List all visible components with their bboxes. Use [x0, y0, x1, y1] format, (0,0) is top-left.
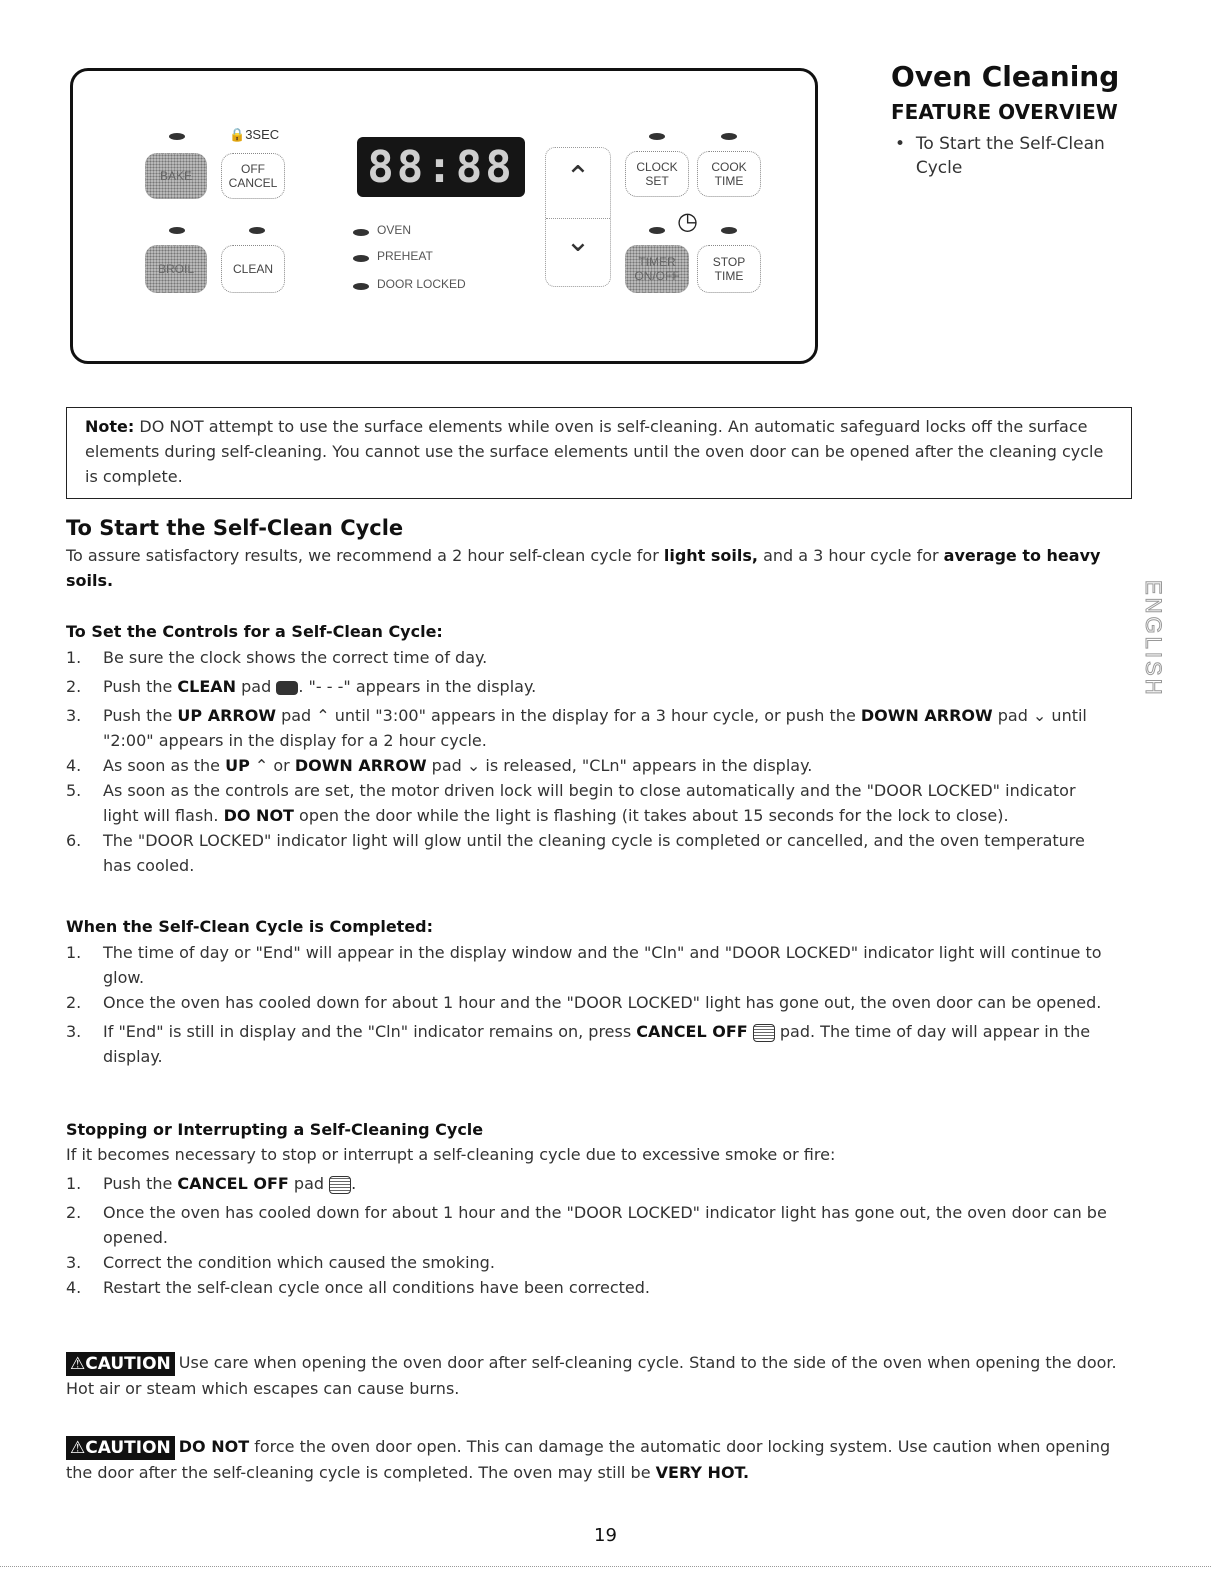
- cook-label: COOK: [711, 160, 747, 174]
- caution-bold: DO NOT: [178, 1437, 250, 1456]
- list-item: [66, 1275, 1116, 1300]
- step-bold: CANCEL OFF: [177, 1174, 289, 1193]
- step-number: 6.: [66, 831, 82, 850]
- step-number: 3.: [66, 1253, 82, 1272]
- clean-label: CLEAN: [232, 262, 273, 276]
- step-text: pad. The time of day will appear in the display.: [103, 1022, 1091, 1066]
- caution-2: [66, 1434, 1126, 1485]
- caution-text: Use care when opening the oven door after self-cleaning cycle. Stand to the side of the oven when opening the door. Hot air or steam which escapes can cause burns.: [66, 1353, 1117, 1398]
- step-text: pad ⌃ until "3:00" appears in the display for a 3 hour cycle, or push the: [275, 706, 861, 725]
- cook-time-label: TIME: [714, 174, 744, 188]
- led-indicator: [169, 133, 185, 140]
- page-number: 19: [594, 1525, 617, 1546]
- sec-label: 3SEC: [245, 127, 280, 142]
- led-indicator: [649, 133, 665, 140]
- step-bold: UP: [225, 756, 250, 775]
- step-number: 1.: [66, 1174, 82, 1193]
- overview-item-label: To Start the Self-Clean Cycle: [915, 134, 1105, 178]
- intro-text: To assure satisfactory results, we recommend a 2 hour self-clean cycle for: [66, 546, 664, 565]
- step-text: pad: [236, 677, 277, 696]
- subheading-stopping: Stopping or Interrupting a Self-Cleaning Cycle: [66, 1120, 484, 1139]
- list-item: [66, 1200, 1116, 1250]
- feature-overview-heading: FEATURE OVERVIEW: [891, 100, 1118, 124]
- step-number: 2.: [66, 1203, 82, 1222]
- timer-label: TIMER: [638, 255, 676, 269]
- list-item: [66, 778, 1116, 828]
- clock-label: CLOCK: [636, 160, 678, 174]
- step-number: 2.: [66, 993, 82, 1012]
- caution-badge: ⚠CAUTION: [66, 1352, 175, 1376]
- step-text: Once the oven has cooled down for about 1 hour and the "DOOR LOCKED" light has gone out, the oven door can be opened.: [103, 993, 1102, 1012]
- note-box: [66, 407, 1132, 499]
- overview-list-item[interactable]: [895, 132, 1116, 180]
- caution-badge: ⚠CAUTION: [66, 1436, 175, 1460]
- clean-pad-icon: [276, 681, 298, 695]
- list-item: [66, 753, 1116, 778]
- stop-label: STOP: [712, 255, 746, 269]
- start-intro: [66, 543, 1106, 593]
- control-panel-illustration: [70, 68, 818, 364]
- down-arrow-pad[interactable]: ⌄: [565, 224, 591, 259]
- on-off-label: ON/OFF: [634, 269, 680, 283]
- bullet-icon: •: [895, 134, 916, 154]
- off-cancel-pad[interactable]: [221, 153, 285, 199]
- step-number: 1.: [66, 943, 82, 962]
- subheading-completed: When the Self-Clean Cycle is Completed:: [66, 917, 434, 936]
- list-item: [66, 674, 1116, 699]
- set-controls-steps: [66, 645, 1116, 878]
- caution-bold: VERY HOT.: [655, 1462, 750, 1482]
- step-number: 3.: [66, 1022, 82, 1041]
- broil-label: BROIL: [157, 262, 194, 276]
- step-number: 1.: [66, 648, 82, 667]
- step-number: 4.: [66, 756, 82, 775]
- step-bold: CLEAN: [177, 677, 237, 696]
- step-text: ⌃ or: [249, 756, 295, 775]
- list-item: [66, 990, 1116, 1015]
- subheading-set-controls: To Set the Controls for a Self-Clean Cycle:: [66, 622, 443, 641]
- list-item: [66, 940, 1116, 990]
- door-locked-indicator-label: DOOR LOCKED: [377, 277, 466, 291]
- section-heading-start: To Start the Self-Clean Cycle: [66, 516, 404, 540]
- arrow-divider: [546, 218, 610, 219]
- list-item: [66, 1250, 1116, 1275]
- step-text: Push the: [103, 677, 178, 696]
- step-text: . "- - -" appears in the display.: [298, 677, 537, 696]
- stopping-steps: [66, 1171, 1116, 1300]
- led-indicator: [721, 133, 737, 140]
- step-text: open the door while the light is flashing (it takes about 15 seconds for the lock to close).: [293, 806, 1009, 825]
- stop-time-pad[interactable]: [697, 245, 761, 293]
- step-text: pad: [288, 1174, 330, 1193]
- lock-3sec-icon: 🔒3SEC: [229, 127, 280, 142]
- oven-indicator-led: [353, 229, 369, 236]
- step-text: Restart the self-clean cycle once all conditions have been corrected.: [103, 1278, 651, 1297]
- clock-icon: ◷: [677, 207, 698, 235]
- step-number: 2.: [66, 677, 82, 696]
- preheat-indicator-label: PREHEAT: [377, 249, 433, 263]
- step-bold: DO NOT: [223, 806, 294, 825]
- step-text: pad ⌄ is released, "CLn" appears in the display.: [426, 756, 813, 775]
- list-item: [66, 1019, 1116, 1069]
- intro-text: and a 3 hour cycle for: [757, 546, 944, 565]
- bottom-divider: [0, 1566, 1211, 1567]
- note-label: Note:: [85, 417, 135, 436]
- cancel-label: CANCEL: [228, 176, 278, 190]
- led-indicator: [249, 227, 265, 234]
- bake-pad[interactable]: [145, 153, 207, 199]
- list-item: [66, 828, 1116, 878]
- language-side-tab: ENGLISH: [1141, 580, 1166, 698]
- step-text: The time of day or "End" will appear in the display window and the "Cln" and "DOOR LOCKED" indicator light will continue to glow.: [103, 943, 1102, 987]
- led-indicator: [169, 227, 185, 234]
- bake-label: BAKE: [159, 169, 192, 183]
- cancel-off-pad-icon: [753, 1024, 775, 1042]
- arrow-pads: [545, 147, 611, 287]
- clock-set-pad[interactable]: [625, 151, 689, 197]
- step-text: The "DOOR LOCKED" indicator light will glow until the cleaning cycle is completed or cancelled, and the oven temperature has cooled.: [103, 831, 1085, 875]
- step-text: If "End" is still in display and the "Cln" indicator remains on, press: [103, 1022, 637, 1041]
- off-label: OFF: [241, 162, 265, 176]
- step-bold: DOWN ARROW: [294, 756, 427, 775]
- page-title: Oven Cleaning: [891, 60, 1120, 93]
- preheat-indicator-led: [353, 255, 369, 262]
- set-label: SET: [645, 174, 669, 188]
- list-item: [66, 703, 1116, 753]
- step-number: 3.: [66, 706, 82, 725]
- up-arrow-pad[interactable]: ⌃: [565, 160, 591, 195]
- clean-pad[interactable]: [221, 245, 285, 293]
- timer-on-off-pad[interactable]: [625, 245, 689, 293]
- cook-time-pad[interactable]: [697, 151, 761, 197]
- step-text: .: [351, 1174, 357, 1193]
- step-text: Once the oven has cooled down for about 1 hour and the "DOOR LOCKED" indicator light has gone out, the oven door can be opened.: [103, 1203, 1107, 1247]
- step-bold: UP ARROW: [177, 706, 276, 725]
- step-number: 4.: [66, 1278, 82, 1297]
- stopping-intro: If it becomes necessary to stop or interrupt a self-cleaning cycle due to excessive smoke or fire:: [66, 1145, 836, 1164]
- broil-pad[interactable]: [145, 245, 207, 293]
- step-bold: CANCEL OFF: [636, 1022, 748, 1041]
- step-text: Be sure the clock shows the correct time of day.: [103, 648, 488, 667]
- step-bold: DOWN ARROW: [860, 706, 993, 725]
- step-text: Push the: [103, 1174, 178, 1193]
- note-text: DO NOT attempt to use the surface elements while oven is self-cleaning. An automatic safeguard locks off the surface elements during self-cleaning. You cannot use the surface elements until the oven door can be opened after the cleaning cycle is complete.: [85, 417, 1104, 486]
- step-text: As soon as the: [103, 756, 226, 775]
- cancel-off-pad-icon: [329, 1176, 351, 1194]
- oven-indicator-label: OVEN: [377, 223, 412, 237]
- led-indicator: [721, 227, 737, 234]
- step-text: Push the: [103, 706, 178, 725]
- led-indicator: [649, 227, 665, 234]
- intro-light-soils: light soils,: [663, 546, 758, 565]
- intro-heavy-soils: average to heavy soils.: [66, 546, 1101, 590]
- step-text: pad ⌄ until "2:00" appears in the display for a 2 hour cycle.: [103, 706, 1087, 750]
- completed-steps: [66, 940, 1116, 1069]
- list-item: [66, 1171, 1116, 1196]
- stop-time-label: TIME: [714, 269, 744, 283]
- step-number: 5.: [66, 781, 82, 800]
- step-text: Correct the condition which caused the smoking.: [103, 1253, 495, 1272]
- caution-text: force the oven door open. This can damage the automatic door locking system. Use caution when opening the door after the self-cleaning cycle is completed. The oven may still be: [66, 1437, 1111, 1482]
- caution-1: [66, 1350, 1126, 1401]
- door-locked-indicator-led: [353, 283, 369, 290]
- step-text: As soon as the controls are set, the motor driven lock will begin to close automatically and the "DOOR LOCKED" indicator light will flash.: [103, 781, 1076, 825]
- list-item: [66, 645, 1116, 670]
- digital-display: 88:88: [357, 137, 525, 197]
